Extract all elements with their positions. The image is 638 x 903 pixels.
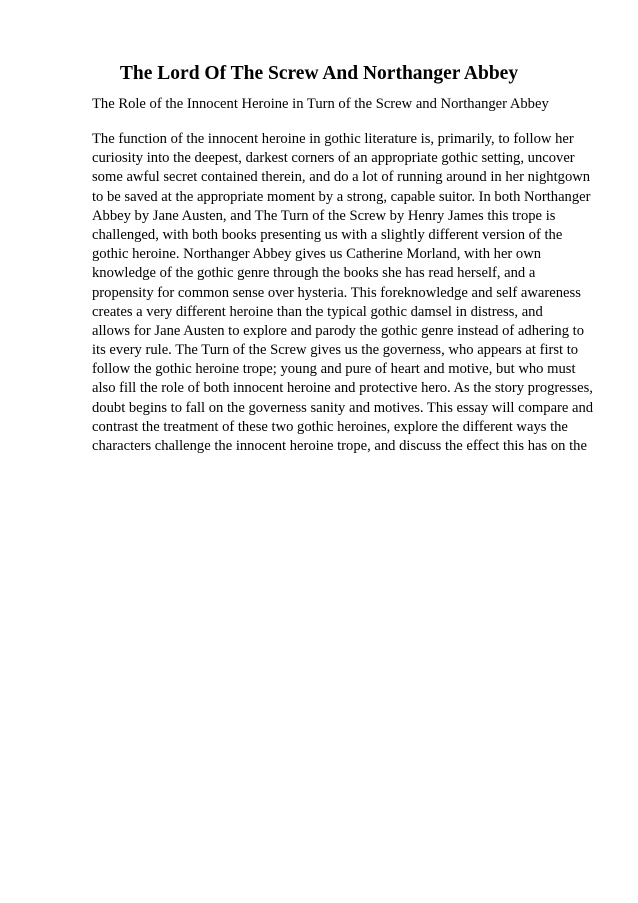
body-line: The function of the innocent heroine in gothic literature is, primarily, to follow her bbox=[92, 131, 574, 147]
body-line: challenged, with both books presenting us with a slightly different version of the bbox=[92, 226, 563, 243]
body-line: follow the gothic heroine trope; young and pure of heart and motive, but who must bbox=[92, 361, 576, 378]
document-subtitle: The Role of the Innocent Heroine in Turn of the Screw and Northanger Abbey bbox=[92, 96, 549, 112]
body-line: characters challenge the innocent heroine trope, and discuss the effect this has on the bbox=[92, 438, 587, 454]
body-line: some awful secret contained therein, and do a lot of running around in her nightgown bbox=[92, 169, 591, 186]
body-line: propensity for common sense over hysteria. This foreknowledge and self awareness bbox=[92, 284, 581, 301]
body-line: Abbey by Jane Austen, and The Turn of the Screw by Henry James this trope is bbox=[92, 207, 556, 224]
body-line: knowledge of the gothic genre through the books she has read herself, and a bbox=[92, 265, 536, 282]
document-title: The Lord Of The Screw And Northanger Abbey bbox=[119, 63, 519, 84]
body-line: allows for Jane Austen to explore and parody the gothic genre instead of adhering to bbox=[92, 322, 584, 339]
body-line: to be saved at the appropriate moment by a strong, capable suitor. In both Northanger bbox=[92, 188, 591, 205]
body-paragraph bbox=[92, 130, 612, 456]
body-line: creates a very different heroine than the typical gothic damsel in distress, and bbox=[92, 303, 543, 320]
body-line: also fill the role of both innocent heroine and protective hero. As the story progresses, bbox=[92, 380, 593, 397]
body-line: contrast the treatment of these two gothic heroines, explore the different ways the bbox=[92, 418, 568, 435]
body-line: its every rule. The Turn of the Screw gives us the governess, who appears at first to bbox=[92, 342, 579, 359]
body-line: doubt begins to fall on the governess sanity and motives. This essay will compare and bbox=[92, 399, 594, 416]
body-line: curiosity into the deepest, darkest corners of an appropriate gothic setting, uncover bbox=[92, 150, 575, 167]
body-line: gothic heroine. Northanger Abbey gives us Catherine Morland, with her own bbox=[92, 246, 542, 263]
